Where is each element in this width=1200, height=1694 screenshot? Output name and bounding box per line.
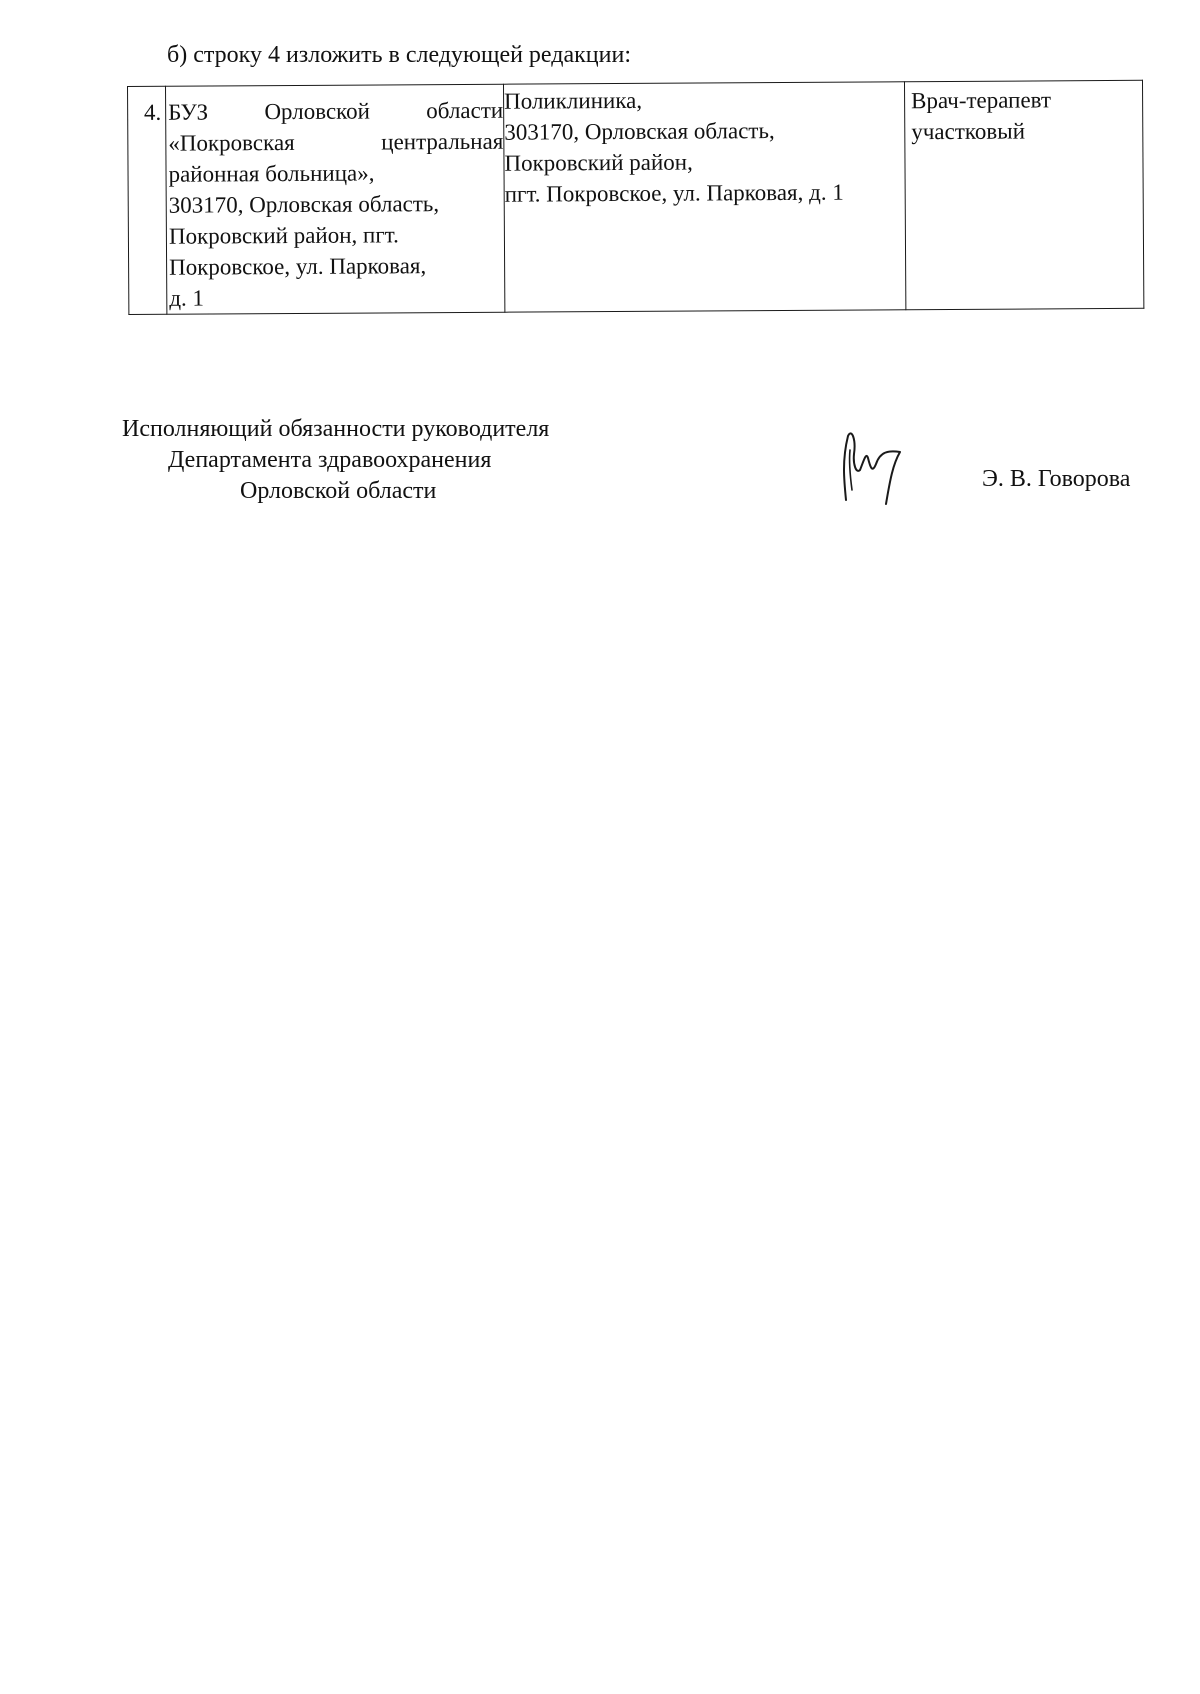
position-cell: [904, 80, 1143, 309]
organization-line: Покровский район, пгт.: [168, 222, 399, 249]
address-line: пгт. Покровское, ул. Парковая, д. 1: [504, 179, 844, 207]
row-number-cell: [128, 86, 167, 314]
address-cell: [503, 82, 905, 312]
signatory-title-line: Департамента здравоохранения: [168, 447, 492, 473]
position-line: Врач-терапевт: [911, 87, 1052, 114]
signatory-title-line: Исполняющий обязанности руководителя: [122, 416, 550, 442]
signer-name: Э. В. Говорова: [982, 466, 1131, 492]
position-line: участковый: [911, 118, 1026, 145]
organization-line: «Покровская центральная: [168, 128, 504, 156]
address-line: Поликлиника,: [504, 87, 643, 114]
amendment-table: [127, 80, 1144, 315]
address-line: 303170, Орловская область,: [504, 118, 775, 145]
organization-cell: [166, 84, 505, 314]
signatory-title: [122, 414, 549, 507]
handwritten-signature: [838, 430, 928, 510]
address-line: Покровский район,: [504, 149, 693, 176]
row-number: 4.: [143, 99, 162, 125]
organization-line: д. 1: [169, 285, 205, 311]
organization-line: Покровское, ул. Парковая,: [169, 253, 427, 280]
signatory-title-line: Орловской области: [240, 478, 437, 504]
organization-line: 303170, Орловская область,: [168, 191, 440, 218]
table-row: [128, 80, 1144, 314]
organization-line: районная больница»,: [168, 160, 375, 187]
intro-text: б) строку 4 изложить в следующей редакции:: [167, 42, 631, 68]
organization-line: БУЗ Орловской области: [168, 97, 504, 125]
